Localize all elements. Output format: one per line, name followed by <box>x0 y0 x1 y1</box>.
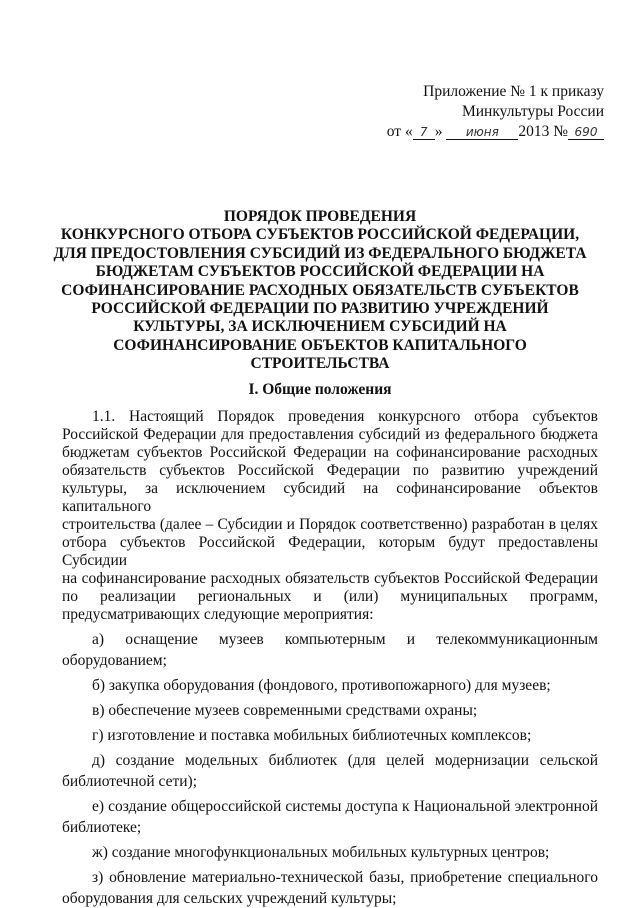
document-body <box>62 408 598 908</box>
paragraph-line: по реализации региональных и (или) муниципальных программ, <box>62 588 598 605</box>
appendix-header <box>387 82 604 142</box>
list-item-v: в) обеспечение музеев современными средствами охраны; <box>92 702 478 719</box>
paragraph-line: Российской Федерации для предоставления субсидий из федерального бюджета <box>62 426 598 443</box>
date-prefix: от « <box>386 123 413 140</box>
title-line: ДЛЯ ПРЕДОСТОВЛЕНИЯ СУБСИДИЙ ИЗ ФЕДЕРАЛЬНОГО БЮДЖЕТА <box>53 244 587 262</box>
list-item-b: б) закупка оборудования (фондового, противопожарного) для музеев; <box>92 677 551 694</box>
date-mid: » <box>434 123 443 140</box>
title-line: КУЛЬТУРЫ, ЗА ИСКЛЮЧЕНИЕМ СУБСИДИЙ НА <box>133 318 507 336</box>
title-line: БЮДЖЕТАМ СУБЪЕКТОВ РОССИЙСКОЙ ФЕДЕРАЦИИ НА <box>95 263 545 281</box>
list-item-a: а) оснащение музеев компьютерным и телекоммуникационным <box>92 631 598 648</box>
title-line: КОНКУРСНОГО ОТБОРА СУБЪЕКТОВ РОССИЙСКОЙ ФЕДЕРАЦИИ, <box>60 226 580 244</box>
ministry-line: Минкультуры России <box>461 103 604 120</box>
title-line: СТРОИТЕЛЬСТВА <box>250 355 390 373</box>
section-title: I. Общие положения <box>248 381 392 398</box>
list-item-a-cont: оборудованием; <box>62 652 167 669</box>
paragraph-line: строительства (далее – Субсидии и Порядок соответственно) разработан в целях <box>62 516 598 533</box>
title-line: РОССИЙСКОЙ ФЕДЕРАЦИИ ПО РАЗВИТИЮ УЧРЕЖДЕНИЙ <box>91 300 549 318</box>
paragraph-line: обязательств субъектов Российской Федерации по развитию учреждений <box>62 462 598 479</box>
appendix-line: Приложение № 1 к приказу <box>423 83 604 100</box>
order-date-line <box>387 122 604 142</box>
handwritten-month: июня <box>446 125 518 140</box>
date-year: 2013 № <box>518 123 568 140</box>
document-title <box>40 208 600 374</box>
title-line: СОФИНАНСИРОВАНИЕ ОБЪЕКТОВ КАПИТАЛЬНОГО <box>113 336 527 354</box>
paragraph-line: культуры, за исключением субсидий на софинансирование объектов капитального <box>62 480 598 515</box>
paragraph-line: на софинансирование расходных обязательств субъектов Российской Федерации <box>62 570 598 587</box>
paragraph-line: отбора субъектов Российской Федерации, которым будут предоставлены Субсидии <box>62 534 598 569</box>
list-item-z-cont: оборудования для сельских учреждений культуры; <box>62 890 397 907</box>
handwritten-order-number: 690 <box>568 125 604 140</box>
handwritten-day: 7 <box>413 125 435 140</box>
title-line: СОФИНАНСИРОВАНИЕ РАСХОДНЫХ ОБЯЗАТЕЛЬСТВ СУБЪЕКТОВ <box>61 281 579 299</box>
paragraph-line: предусматривающих следующие мероприятия: <box>62 606 374 623</box>
list-item-g: г) изготовление и поставка мобильных библиотечных комплексов; <box>92 727 532 744</box>
list-item-d: д) создание модельных библиотек (для целей модернизации сельской <box>92 752 598 769</box>
paragraph-line: 1.1. Настоящий Порядок проведения конкурсного отбора субъектов <box>92 408 598 425</box>
title-line: ПОРЯДОК ПРОВЕДЕНИЯ <box>223 208 417 225</box>
list-item-d-cont: библиотечной сети); <box>62 773 198 790</box>
list-item-z: з) обновление материально-технической базы, приобретение специального <box>92 869 598 886</box>
list-item-zh: ж) создание многофункциональных мобильных культурных центров; <box>92 844 550 861</box>
list-item-e-cont: библиотеке; <box>62 819 142 836</box>
list-item-e: е) создание общероссийской системы доступа к Национальной электронной <box>92 798 598 815</box>
paragraph-line: бюджетам субъектов Российской Федерации на софинансирование расходных <box>62 444 598 461</box>
